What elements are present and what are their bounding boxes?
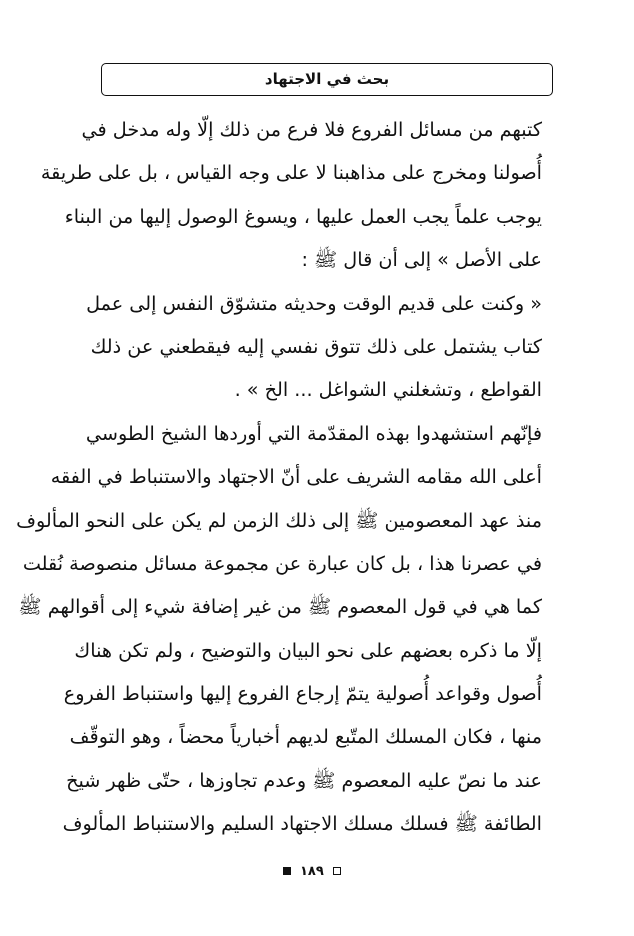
outline-square-ornament [333,867,341,875]
text-line: يوجب علماً يجب العمل عليها ، ويسوغ الوصول إليها من البناء [64,204,542,228]
filled-square-ornament [283,867,291,875]
running-header [101,63,553,96]
text-line: أُصولنا ومخرج على مذاهبنا لا على وجه القياس ، بل على طريقة [40,161,542,185]
text-line: أعلى الله مقامه الشريف على أنّ الاجتهاد والاستنباط في الفقه [50,465,542,489]
body-text [16,108,542,846]
text-line: الطائفة ﷺ فسلك مسلك الاجتهاد السليم والاستنباط المألوف [62,812,542,836]
text-line: كتبهم من مسائل الفروع فلا فرع من ذلك إلّا وله مدخل في [81,118,542,141]
text-line: عند ما نصّ عليه المعصوم ﷺ وعدم تجاوزها ، حتّى ظهر شيخ [66,768,542,792]
page-footer [283,861,341,881]
text-line: في عصرنا هذا ، بل كان عبارة عن مجموعة مسائل منصوصة نُقلت [22,551,542,575]
running-header-title: بحث في الاجتهاد [264,70,390,88]
text-line: كما هي في قول المعصوم ﷺ من غير إضافة شيء إلى أقوالهم ﷺ [18,595,542,619]
text-line: القواطع ، وتشغلني الشواغل ... الخ » . [234,378,542,402]
text-line: على الأصل » إلى أن قال ﷺ : [301,248,542,272]
page-number: ١٨٩ [300,863,324,879]
text-line: إلّا ما ذكره بعضهم على نحو البيان والتوضيح ، ولم تكن هناك [74,638,542,662]
text-line: فإنّهم استشهدوا بهذه المقدّمة التي أوردها الشيخ الطوسي [85,421,542,445]
text-line: « وكنت على قديم الوقت وحديثه متشوّق النفس إلى عمل [86,291,542,315]
text-line: كتاب يشتمل على ذلك تتوق نفسي إليه فيقطعني عن ذلك [90,334,542,358]
text-line: منذ عهد المعصومين ﷺ إلى ذلك الزمن لم يكن على النحو المألوف [16,508,542,532]
text-line: أُصول وقواعد أُصولية يتمّ إرجاع الفروع إليها واستنباط الفروع [63,682,542,706]
text-line: منها ، فكان المسلك المتّبع لديهم أخبارياً محضاً ، وهو التوقّف [69,725,542,749]
